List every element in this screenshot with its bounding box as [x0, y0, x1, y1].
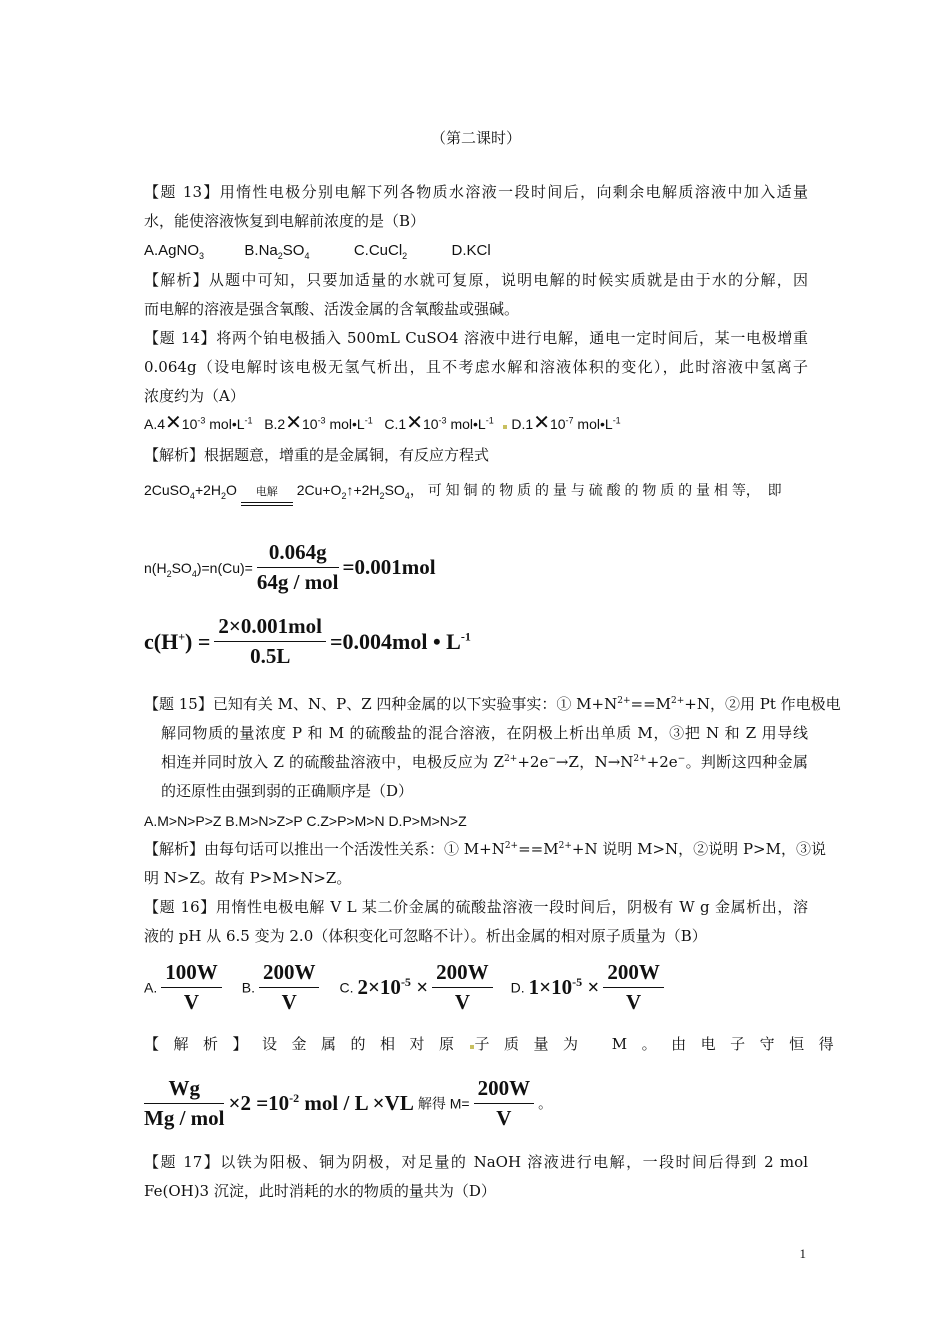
q16-formula-res-den: V — [496, 1106, 512, 1130]
q16-options: A. $\frac{100W}{V}$ B. $\frac{200W}{V}$ C. $2\times 10^{-5}$ × $\frac{200W}{V}$ D. $1\times 10^{-5}$ × $\frac{200W}{V}$ — [144, 960, 664, 1015]
q13-option-c: C.CuCl$_2$ — [353, 242, 408, 261]
q16-option-a-den: V — [183, 990, 200, 1014]
q16-option-b-fraction — [259, 960, 320, 1015]
q16-option-c-den: V — [454, 990, 470, 1014]
formula-moles-denominator: 64g / mol — [256, 570, 339, 594]
q16-option-a-label: A. — [144, 979, 158, 996]
q16-formula-num: Wg — [144, 1076, 224, 1104]
q16-option-b-num: 200W — [259, 960, 320, 988]
q17-text-line1: 【题 17】以铁为阳极、铜为阴极，对足量的 NaOH 溶液进行电解，一段时间后得到 2 mol — [144, 1153, 808, 1171]
q16-text-line2: 液的 pH 从 6.5 变为 2.0（体积变化可忽略不计）。析出金属的相对原子质量为（B） — [144, 927, 707, 945]
q16-option-d-den: V — [626, 990, 642, 1014]
q16-option-d-num: 200W — [603, 960, 664, 988]
q15-options: A.M>N>P>Z B.M>N>Z>P C.Z>P>M>N D.P>M>N>Z — [144, 813, 467, 829]
q16-option-a-num: 100W — [161, 960, 222, 988]
q13-analysis-line2: 而电解的溶液是强含氧酸、活泼金属的含氧酸盐或强碱。 — [144, 300, 520, 318]
q15-text-line3: 相连并同时放入 Z 的硫酸盐溶液中，电极反应为 $Z^{2+}+2e^-\to Z$，$N\to N^{2+}+2e^-$。判断这四种金属 — [161, 753, 808, 771]
formula-concentration-fraction — [214, 614, 326, 669]
q16-option-c-fraction — [432, 960, 493, 1015]
formula-concentration: c(H+) = $\frac{\text{2×0.001mol}}{0.5L}$ =0.004mol • $L^{-1}$ — [144, 614, 471, 668]
q14-equation: $2CuSO_4+2H_2O$ 电解 $2Cu+O_2↑+2H_2SO_4$， 可 知 铜 的 物 质 的 量 与 硫 酸 的 物 质 的 量 相 等， 即 — [144, 482, 782, 501]
q16-option-d-fraction — [603, 960, 664, 1015]
lesson-header: （第二课时） — [430, 129, 521, 147]
q16-option-c-label: C. — [339, 979, 354, 996]
q13-text-line1: 【题 13】用惰性电极分别电解下列各物质水溶液一段时间后，向剩余电解质溶液中加入适量 — [144, 183, 808, 201]
q16-formula-result-fraction — [474, 1076, 535, 1131]
q14-text-line1: 【题 14】将两个铂电极插入 500mL CuSO4 溶液中进行电解，通电一定时间后，某一电极增重 — [144, 329, 808, 347]
q14-analysis-line1: 【解析】根据题意，增重的是金属铜，有反应方程式 — [144, 446, 490, 464]
q14-options: $A.4✕10^{-3}$ $mol•L^{-1}$ $B.2✕10^{-3}$ $mol•L^{-1}$ $C.1✕10^{-3}$ $mol•L^{-1}$ $D.1✕10^{-7}$ $mol•L^{-1}$ — [144, 412, 621, 434]
q16-option-b-label: B. — [241, 979, 255, 996]
q15-analysis-line2: 明 N>Z。故有 P>M>N>Z。 — [144, 869, 352, 887]
q16-option-b-den: V — [281, 990, 297, 1014]
q14-text-line3: 浓度约为（A） — [144, 387, 245, 405]
q16-option-d-label: D. — [510, 979, 525, 996]
q16-formula-res-num: 200W — [474, 1076, 535, 1104]
q16-option-a-fraction — [161, 960, 222, 1015]
q16-formula-fraction — [144, 1076, 224, 1131]
q13-option-a: A.AgNO$_3$ — [144, 242, 205, 261]
q16-formula: $\frac{Wg}{\text{Mg / mol}}$ $\times 2 =10^{-2}$ mol / L ×VL 解得 M= $\frac{200W}{V}$ 。 — [144, 1076, 553, 1130]
q13-options — [144, 241, 808, 261]
q14-text-line2: 0.064g（设电解时该电极无氢气析出，且不考虑水解和溶液体积的变化），此时溶液中氢离子 — [144, 358, 808, 376]
q13-option-d: D.KCl — [451, 242, 491, 259]
formula-moles-fraction — [257, 540, 339, 595]
formula-moles-numerator: 0.064g — [257, 540, 339, 568]
q15-text-line1: 【题 15】已知有关 M、N、P、Z 四种金属的以下实验事实：① $M+N^{2+}==M^{2+}+N$，②用 Pt 作电极电 — [144, 695, 841, 713]
formula-concentration-numerator: 2×0.001mol — [214, 614, 326, 642]
q16-formula-den: Mg / mol — [144, 1106, 225, 1130]
q16-analysis-line1: 【解析】设金属的相对原 子质量为 M。由电子守恒得 — [144, 1035, 849, 1053]
q16-option-c-num: 200W — [432, 960, 493, 988]
q16-formula-end: 。 — [538, 1095, 553, 1112]
q13-option-b: $B.Na_2SO_4$ — [244, 242, 310, 261]
q15-text-line4: 的还原性由强到弱的正确顺序是（D） — [161, 782, 414, 800]
q16-text-line1: 【题 16】用惰性电极电解 V L 某二价金属的硫酸盐溶液一段时间后，阴极有 W g 金属析出，溶 — [144, 898, 808, 916]
q13-analysis-line1: 【解析】从题中可知，只要加适量的水就可复原，说明电解的时候实质就是由于水的分解，因 — [144, 271, 808, 289]
electrolysis-condition: 电解 — [241, 482, 293, 502]
q17-text-line2: Fe(OH)3 沉淀，此时消耗的水的物质的量共为（D） — [144, 1182, 496, 1200]
page-number: 1 — [799, 1246, 806, 1261]
q15-text-line2: 解同物质的量浓度 P 和 M 的硫酸盐的混合溶液，在阴极上析出单质 M，③把 N 和 Z 用导线 — [161, 724, 808, 742]
formula-moles-result: =0.001mol — [342, 555, 436, 579]
q16-formula-text: 解得 M= — [417, 1095, 470, 1112]
formula-concentration-denominator: 0.5L — [250, 644, 291, 668]
q13-text-line2: 水，能使溶液恢复到电解前浓度的是（B） — [144, 212, 426, 230]
formula-moles: $n(H_2SO_4)=n(Cu)=$ $\frac{0.064g}{\text{64g / mol}}$ =0.001mol — [144, 540, 436, 594]
q15-analysis-line1: 【解析】由每句话可以推出一个活泼性关系：① $M+N^{2+}==M^{2+}+N$ 说明 M>N，②说明 P>M，③说 — [144, 840, 826, 858]
